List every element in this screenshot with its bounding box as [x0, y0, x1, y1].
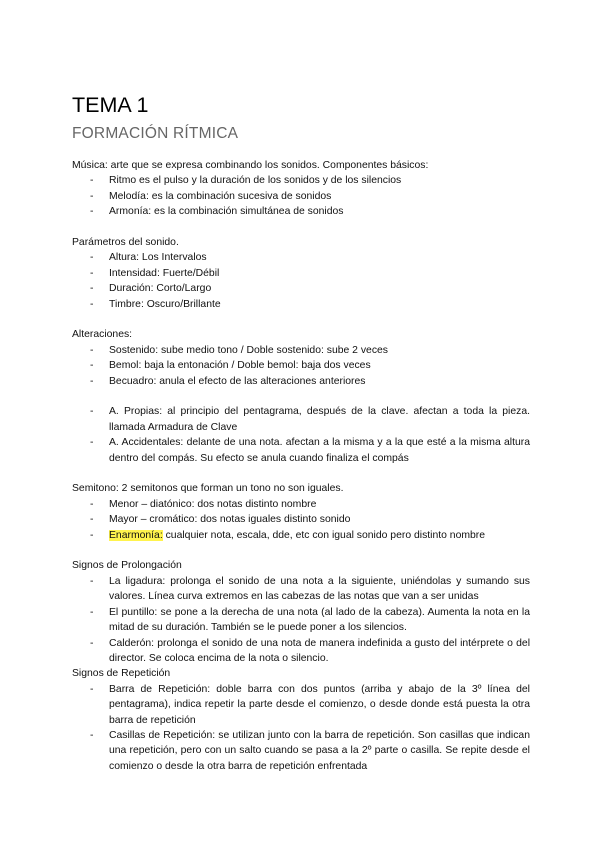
page-subtitle: FORMACIÓN RÍTMICA [72, 125, 239, 142]
repeticion-heading: Signos de Repetición [72, 668, 171, 680]
list-item [72, 728, 530, 774]
list-item [72, 528, 530, 543]
enarmonia-highlight: Enarmonía: [109, 529, 163, 541]
bullet-dash: - [90, 575, 94, 587]
item-text: El puntillo: se pone a la derecha de una nota (al lado de la cabeza). Aumenta la nota en la mitad de su duración. También se le puede poner a los silencios. [109, 606, 530, 634]
item-text: cualquier nota, escala, dde, etc con igual sonido pero distinto nombre [162, 529, 486, 541]
item-text: La ligadura: prolonga el sonido de una nota a la siguiente, uniéndolas y sumando sus valores. Línea curva extremos en las cabezas de las notas que van a ser unidas [109, 575, 530, 603]
spacer [72, 543, 530, 558]
item-text: Menor – diatónico: dos notas distinto nombre [109, 498, 317, 510]
bullet-dash: - [90, 267, 94, 279]
list-item [72, 343, 530, 358]
list-item [72, 605, 530, 636]
list-item [72, 189, 530, 204]
list-item [72, 404, 530, 435]
item-text: Bemol: baja la entonación / Doble bemol: baja dos veces [109, 360, 371, 372]
item-text: Timbre: Oscuro/Brillante [109, 298, 221, 310]
bullet-dash: - [90, 529, 94, 541]
bullet-dash: - [90, 283, 94, 295]
item-text: A. Accidentales: delante de una nota. afectan a la misma y a la que esté a la misma altura dentro del compás. Su efecto se anula cuando finaliza el compás [109, 437, 530, 464]
list-item [72, 374, 530, 389]
spacer [72, 466, 530, 481]
bullet-dash: - [90, 252, 94, 264]
bullet-dash: - [90, 437, 94, 449]
item-text: Ritmo es el pulso y la duración de los sonidos y de los silencios [109, 175, 402, 187]
item-text: Becuadro: anula el efecto de las alteraciones anteriores [109, 375, 366, 387]
list-item [72, 512, 530, 527]
item-text: Casillas de Repetición: se utilizan junto con la barra de repetición. Son casillas que indican una repetición, pero con un salto cuando se pasa a la 2º parte o casilla. Se repite desde el comienzo o desde la otra barra de repetición enfrentada [109, 729, 530, 772]
bullet-dash: - [90, 344, 94, 356]
list-item [72, 281, 530, 296]
item-text: Armonía: es la combinación simultánea de sonidos [109, 206, 344, 218]
list-item [72, 266, 530, 281]
prolongacion-list [72, 574, 530, 666]
list-item [72, 574, 530, 605]
item-text: Altura: Los Intervalos [109, 252, 207, 264]
list-item [72, 173, 530, 188]
bullet-dash: - [90, 206, 94, 218]
list-item [72, 358, 530, 373]
item-text: Barra de Repetición: doble barra con dos puntos (arriba y abajo de la 3º línea del pentagrama), indica repetir la parte desde el comienzo, o desde donde está puesta la otra barra de repetición [109, 683, 530, 726]
item-text: Melodía: es la combinación sucesiva de sonidos [109, 190, 332, 202]
item-text: Sostenido: sube medio tono / Doble sostenido: sube 2 veces [109, 344, 388, 356]
list-item [72, 204, 530, 219]
bullet-dash: - [90, 298, 94, 310]
list-item [72, 497, 530, 512]
item-text: Intensidad: Fuerte/Débil [109, 267, 220, 279]
spacer [72, 312, 530, 327]
bullet-dash: - [90, 514, 94, 526]
parametros-heading: Parámetros del sonido. [72, 237, 179, 249]
alteraciones-heading: Alteraciones: [72, 329, 133, 341]
bullet-dash: - [90, 360, 94, 372]
item-text: A. Propias: al principio del pentagrama, después de la clave. afectan a toda la pieza. llamada Armadura de Clave [109, 406, 530, 433]
list-item [72, 297, 530, 312]
page-title: TEMA 1 [72, 93, 149, 117]
bullet-dash: - [90, 375, 94, 387]
bullet-dash: - [90, 406, 94, 418]
list-item [72, 682, 530, 728]
parametros-list [72, 250, 530, 312]
semitono-list [72, 497, 530, 543]
bullet-dash: - [90, 175, 94, 187]
alteraciones-list [72, 343, 530, 389]
bullet-dash: - [90, 190, 94, 202]
bullet-dash: - [90, 729, 94, 741]
alteraciones-types-list [72, 404, 530, 466]
prolongacion-heading: Signos de Prolongación [72, 560, 182, 572]
document-body [72, 158, 530, 774]
list-item [72, 435, 530, 466]
list-item [72, 636, 530, 667]
bullet-dash: - [90, 606, 94, 618]
repeticion-list [72, 682, 530, 774]
bullet-dash: - [90, 498, 94, 510]
musica-list [72, 173, 530, 219]
bullet-dash: - [90, 683, 94, 695]
list-item [72, 250, 530, 265]
item-text: Duración: Corto/Largo [109, 283, 212, 295]
item-text: Calderón: prolonga el sonido de una nota de manera indefinida a gusto del intérprete o del director. Se coloca encima de la nota o silencio. [109, 637, 530, 664]
musica-heading: Música: arte que se expresa combinando los sonidos. Componentes básicos: [72, 160, 429, 171]
semitono-heading: Semitono: 2 semitonos que forman un tono no son iguales. [72, 483, 344, 495]
bullet-dash: - [90, 637, 94, 649]
spacer [72, 220, 530, 235]
item-text: Mayor – cromático: dos notas iguales distinto sonido [109, 514, 351, 526]
spacer [72, 389, 530, 404]
